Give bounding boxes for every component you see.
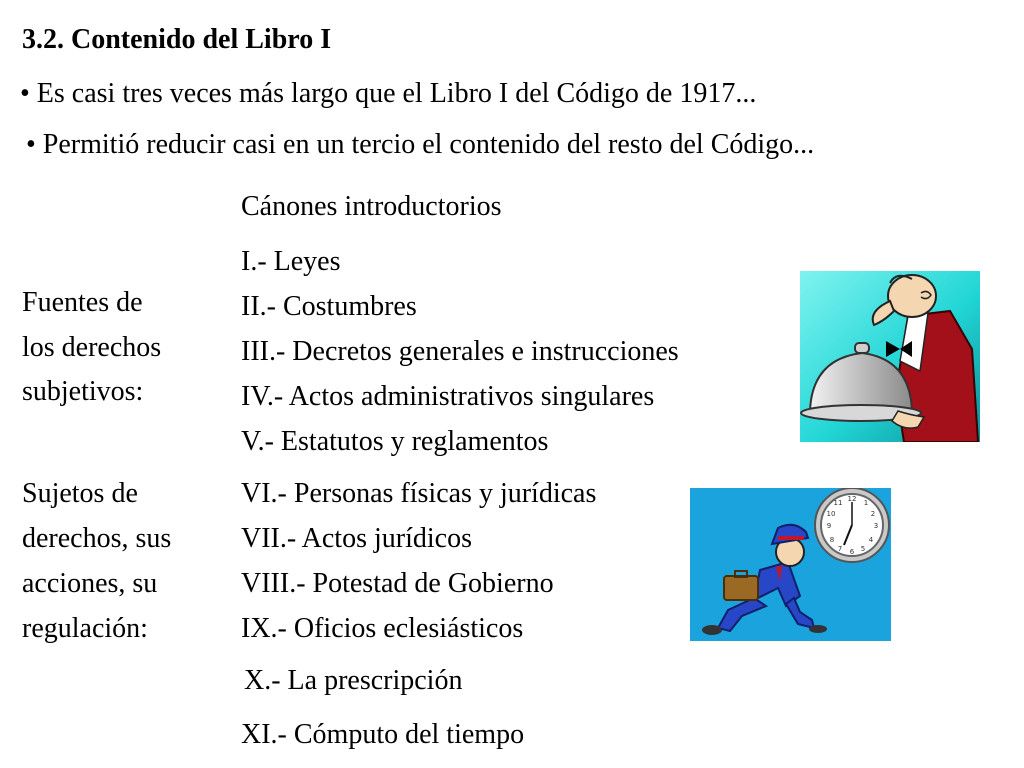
group-label-fuentes-line-1: Fuentes de xyxy=(22,287,143,318)
bullet-2: • Permitió reducir casi en un tercio el contenido del resto del Código... xyxy=(26,129,815,160)
canones-introductorios: Cánones introductorios xyxy=(241,191,502,222)
svg-text:12: 12 xyxy=(847,495,857,503)
title-item-4: IV.- Actos administrativos singulares xyxy=(241,381,655,412)
title-item-5: V.- Estatutos y reglamentos xyxy=(241,426,549,457)
title-item-2: II.- Costumbres xyxy=(241,291,417,322)
svg-text:1: 1 xyxy=(863,499,869,507)
svg-text:2: 2 xyxy=(870,510,876,518)
group-label-fuentes-line-3: subjetivos: xyxy=(22,376,144,407)
svg-text:4: 4 xyxy=(868,536,874,544)
title-item-11: XI.- Cómputo del tiempo xyxy=(241,719,525,750)
svg-text:9: 9 xyxy=(826,522,832,530)
title-item-3: III.- Decretos generales e instrucciones xyxy=(241,336,679,367)
svg-text:8: 8 xyxy=(829,536,835,544)
title-item-8: VIII.- Potestad de Gobierno xyxy=(241,568,554,599)
group-label-sujetos-line-2: derechos, sus xyxy=(22,523,172,554)
svg-text:3: 3 xyxy=(873,522,879,530)
bullet-1: • Es casi tres veces más largo que el Libro I del Código de 1917... xyxy=(20,78,757,109)
title-item-7: VII.- Actos jurídicos xyxy=(241,523,472,554)
group-label-sujetos-line-4: regulación: xyxy=(22,613,148,644)
svg-text:5: 5 xyxy=(860,545,866,553)
slide-title: 3.2. Contenido del Libro I xyxy=(22,24,332,55)
runner-clock-image xyxy=(690,488,891,641)
svg-text:6: 6 xyxy=(849,548,855,556)
svg-text:11: 11 xyxy=(833,499,843,507)
group-label-sujetos-line-3: acciones, su xyxy=(22,568,158,599)
group-label-sujetos-line-1: Sujetos de xyxy=(22,478,138,509)
group-label-fuentes-line-2: los derechos xyxy=(22,332,162,363)
svg-text:10: 10 xyxy=(826,510,836,518)
title-item-9: IX.- Oficios eclesiásticos xyxy=(241,613,524,644)
waiter-cloche-image xyxy=(800,271,980,442)
title-item-1: I.- Leyes xyxy=(241,246,341,277)
title-item-10: X.- La prescripción xyxy=(244,665,463,696)
svg-text:7: 7 xyxy=(837,545,843,553)
title-item-6: VI.- Personas físicas y jurídicas xyxy=(241,478,597,509)
